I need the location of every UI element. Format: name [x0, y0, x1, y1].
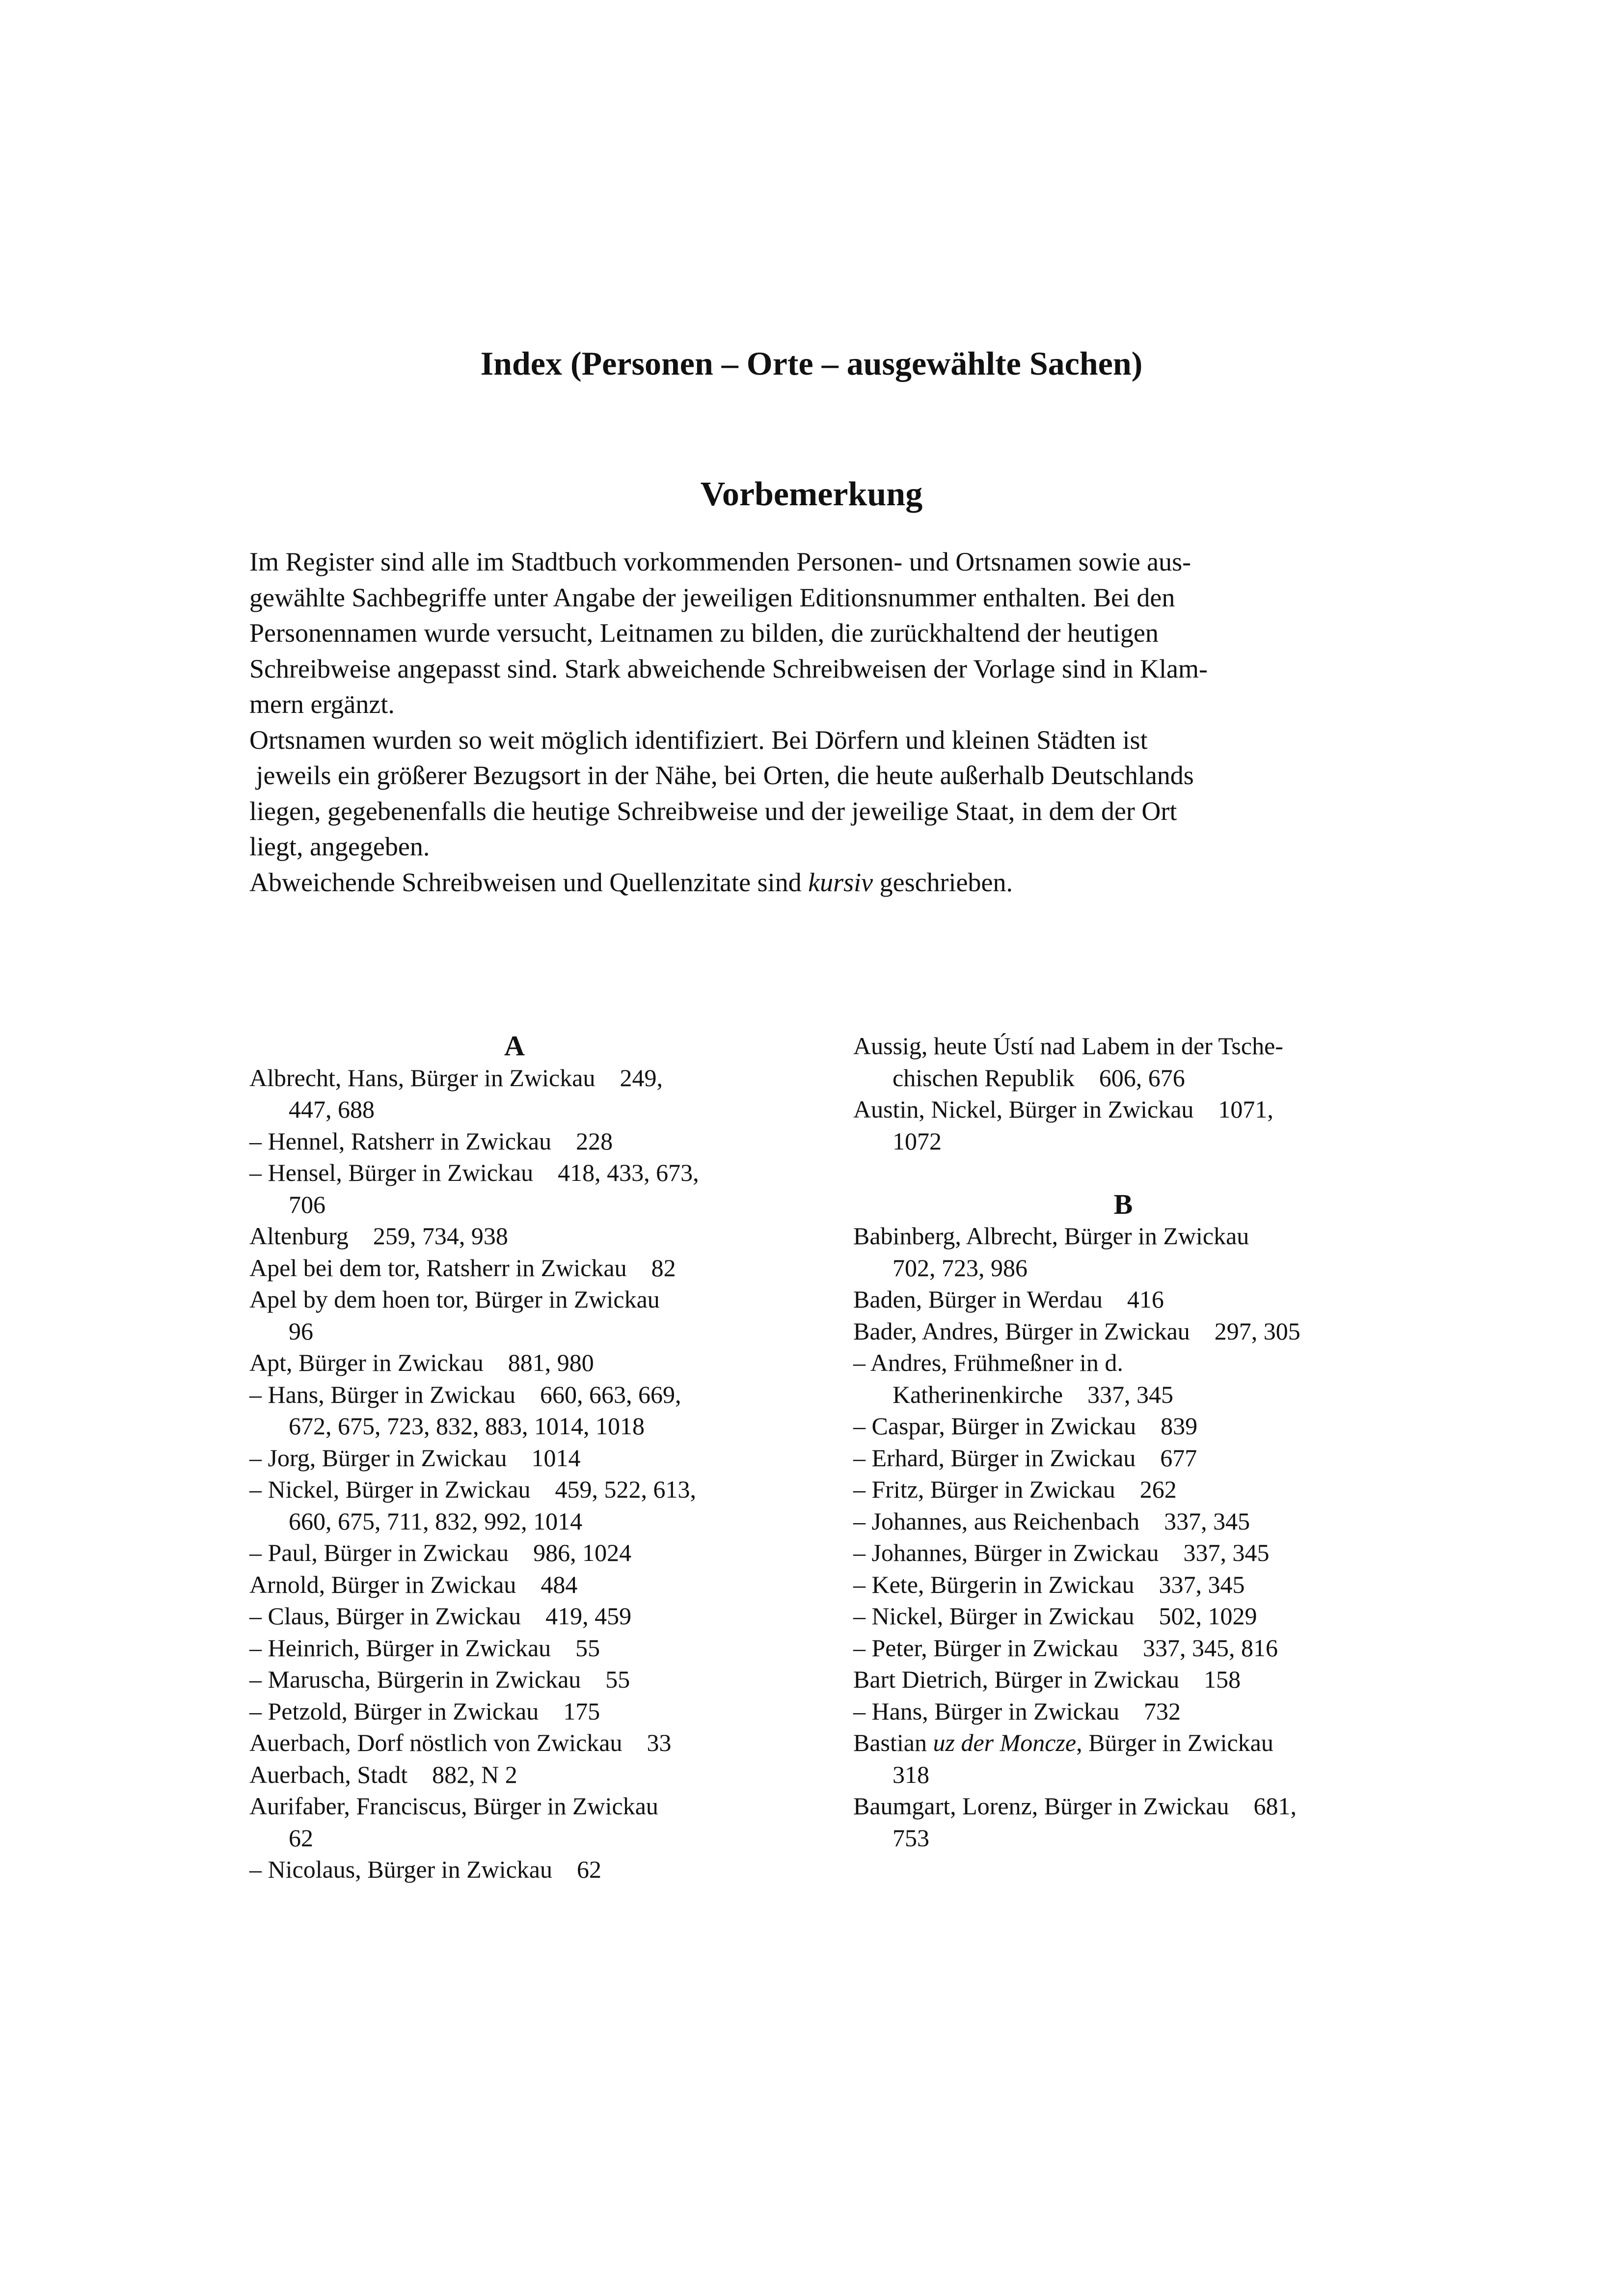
entry-line: Albrecht, Hans, Bürger in Zwickau 249, — [249, 1064, 663, 1092]
entry-line — [853, 1727, 1393, 1759]
entry-line: – Kete, Bürgerin in Zwickau 337, 345 — [853, 1570, 1245, 1598]
entry-line: – Nickel, Bürger in Zwickau 459, 522, 613, — [249, 1476, 697, 1503]
preface-line: Ortsnamen wurden so weit möglich identifiziert. Bei Dörfern und kleinen Städten ist — [249, 725, 1148, 755]
index-entry — [853, 1695, 1393, 1727]
preface-heading: Vorbemerkung — [700, 475, 923, 513]
preface-line: liegen, gegebenenfalls die heutige Schreibweise und der jeweilige Staat, in dem der Ort — [249, 796, 1177, 826]
entry-line: – Andres, Frühmeßner in d. — [853, 1349, 1123, 1376]
index-entry — [249, 1695, 780, 1727]
entry-line: Aurifaber, Franciscus, Bürger in Zwickau — [249, 1792, 658, 1820]
entry-line: Apt, Bürger in Zwickau 881, 980 — [249, 1349, 594, 1376]
index-entry — [249, 1474, 780, 1537]
index-entry — [853, 1600, 1393, 1632]
index-entry — [853, 1664, 1393, 1695]
index-entry — [249, 1220, 780, 1252]
index-entry — [853, 1284, 1393, 1315]
entry-continuation: 660, 675, 711, 832, 992, 1014 — [289, 1507, 583, 1535]
entry-continuation: 702, 723, 986 — [893, 1254, 1028, 1282]
index-entry — [249, 1790, 780, 1854]
index-entry — [249, 1537, 780, 1569]
entry-line: – Peter, Bürger in Zwickau 337, 345, 816 — [853, 1634, 1278, 1662]
entry-continuation: 96 — [289, 1317, 313, 1345]
entry-line: Auerbach, Dorf nöstlich von Zwickau 33 — [249, 1729, 672, 1756]
preface-text-segment: geschrieben. — [873, 867, 1013, 897]
preface-line-last — [249, 865, 1354, 901]
index-entry — [249, 1125, 780, 1157]
index-entry — [853, 1569, 1393, 1601]
index-entry-list — [249, 1062, 780, 1886]
entry-line: – Hans, Bürger in Zwickau 660, 663, 669, — [249, 1380, 681, 1408]
entry-text-segment: Bastian — [853, 1729, 933, 1756]
entry-text-segment: , Bürger in Zwickau — [1076, 1729, 1273, 1756]
index-entry — [249, 1252, 780, 1284]
index-entry — [249, 1442, 780, 1474]
entry-continuation: 753 — [893, 1824, 929, 1852]
index-entry — [249, 1284, 780, 1347]
entry-line: – Nicolaus, Bürger in Zwickau 62 — [249, 1856, 601, 1883]
entry-continuation: 672, 675, 723, 832, 883, 1014, 1018 — [289, 1412, 645, 1440]
preface-line: liegt, angegeben. — [249, 832, 430, 861]
index-entry — [249, 1854, 780, 1886]
preface-line: Schreibweise angepasst sind. Stark abweichende Schreibweisen der Vorlage sind in Klam- — [249, 654, 1208, 683]
index-entry — [249, 1664, 780, 1695]
index-entry — [249, 1157, 780, 1220]
index-entry — [853, 1442, 1393, 1474]
section-letter-a: A — [504, 1030, 525, 1062]
index-entry — [249, 1632, 780, 1664]
index-entry-list — [853, 1790, 1393, 1854]
preface-line: gewählte Sachbegriffe unter Angabe der jeweiligen Editionsnummer enthalten. Bei den — [249, 582, 1175, 612]
entry-line: – Petzold, Bürger in Zwickau 175 — [249, 1697, 600, 1725]
index-entry — [853, 1505, 1393, 1537]
index-title: Index (Personen – Orte – ausgewählte Sachen) — [480, 345, 1143, 382]
entry-line: – Johannes, Bürger in Zwickau 337, 345 — [853, 1539, 1270, 1566]
entry-line: Babinberg, Albrecht, Bürger in Zwickau — [853, 1222, 1249, 1250]
index-entry — [853, 1093, 1393, 1157]
entry-line: – Maruscha, Bürgerin in Zwickau 55 — [249, 1666, 630, 1693]
entry-line: – Erhard, Bürger in Zwickau 677 — [853, 1444, 1197, 1472]
entry-line: – Hennel, Ratsherr in Zwickau 228 — [249, 1127, 613, 1155]
index-entry — [249, 1727, 780, 1759]
entry-line: – Heinrich, Bürger in Zwickau 55 — [249, 1634, 600, 1662]
index-entry — [853, 1315, 1393, 1347]
entry-line: – Caspar, Bürger in Zwickau 839 — [853, 1412, 1198, 1440]
spacer — [853, 1157, 1393, 1189]
preface-line: Im Register sind alle im Stadtbuch vorkommenden Personen- und Ortsnamen sowie aus- — [249, 547, 1191, 576]
entry-continuation: Katherinenkirche 337, 345 — [893, 1380, 1174, 1408]
entry-line: Apel by dem hoen tor, Bürger in Zwickau — [249, 1285, 660, 1313]
entry-continuation: 447, 688 — [289, 1095, 375, 1123]
index-entry — [853, 1727, 1393, 1790]
entry-line: – Nickel, Bürger in Zwickau 502, 1029 — [853, 1602, 1257, 1630]
entry-continuation: 1072 — [893, 1127, 942, 1155]
entry-line: – Fritz, Bürger in Zwickau 262 — [853, 1476, 1177, 1503]
index-entry — [249, 1600, 780, 1632]
index-entry — [853, 1347, 1393, 1410]
preface-text-segment: Abweichende Schreibweisen und Quellenzitate sind — [249, 867, 809, 897]
entry-line: – Johannes, aus Reichenbach 337, 345 — [853, 1507, 1250, 1535]
entry-line: Baumgart, Lorenz, Bürger in Zwickau 681, — [853, 1792, 1297, 1820]
entry-line: Arnold, Bürger in Zwickau 484 — [249, 1570, 578, 1598]
index-entry — [249, 1759, 780, 1791]
entry-line: Austin, Nickel, Bürger in Zwickau 1071, — [853, 1095, 1273, 1123]
entry-italic-segment: uz der Moncze — [933, 1729, 1077, 1756]
index-entry — [853, 1410, 1393, 1442]
index-entry — [853, 1790, 1393, 1854]
entry-line: – Claus, Bürger in Zwickau 419, 459 — [249, 1602, 632, 1630]
preface-line: jeweils ein größerer Bezugsort in der Nähe, bei Orten, die heute außerhalb Deutschlands — [249, 761, 1194, 790]
index-entry — [249, 1569, 780, 1601]
preface-line: Personennamen wurde versucht, Leitnamen zu bilden, die zurückhaltend der heutigen — [249, 618, 1159, 648]
preface-text — [249, 544, 1354, 900]
entry-continuation: 318 — [893, 1760, 929, 1788]
entry-continuation: chischen Republik 606, 676 — [893, 1064, 1185, 1092]
index-entry — [853, 1030, 1393, 1093]
entry-line: Aussig, heute Ústí nad Labem in der Tsche- — [853, 1032, 1283, 1060]
entry-continuation: 62 — [289, 1824, 313, 1852]
italic-word: kursiv — [808, 867, 873, 897]
section-letter-b: B — [1113, 1188, 1133, 1220]
entry-line: Bader, Andres, Bürger in Zwickau 297, 305 — [853, 1317, 1300, 1345]
index-column-right — [853, 1030, 1393, 1854]
index-entry — [853, 1220, 1393, 1284]
preface-line: mern ergänzt. — [249, 689, 395, 719]
entry-line: Altenburg 259, 734, 938 — [249, 1222, 508, 1250]
index-entry — [853, 1632, 1393, 1664]
entry-line: – Jorg, Bürger in Zwickau 1014 — [249, 1444, 581, 1472]
entry-continuation: 706 — [289, 1190, 325, 1218]
entry-line: Bart Dietrich, Bürger in Zwickau 158 — [853, 1666, 1241, 1693]
index-entry-list — [853, 1030, 1393, 1157]
index-entry — [853, 1474, 1393, 1505]
index-entry — [249, 1347, 780, 1379]
index-column-left — [249, 1030, 780, 1886]
entry-line: – Paul, Bürger in Zwickau 986, 1024 — [249, 1539, 632, 1566]
index-entry — [853, 1537, 1393, 1569]
index-entry-list — [853, 1220, 1393, 1727]
entry-line: Auerbach, Stadt 882, N 2 — [249, 1760, 517, 1788]
index-entry — [249, 1379, 780, 1442]
entry-line: – Hensel, Bürger in Zwickau 418, 433, 673, — [249, 1159, 699, 1186]
entry-line: – Hans, Bürger in Zwickau 732 — [853, 1697, 1181, 1725]
index-entry — [249, 1062, 780, 1125]
entry-line: Apel bei dem tor, Ratsherr in Zwickau 82 — [249, 1254, 676, 1282]
entry-line: Baden, Bürger in Werdau 416 — [853, 1285, 1164, 1313]
